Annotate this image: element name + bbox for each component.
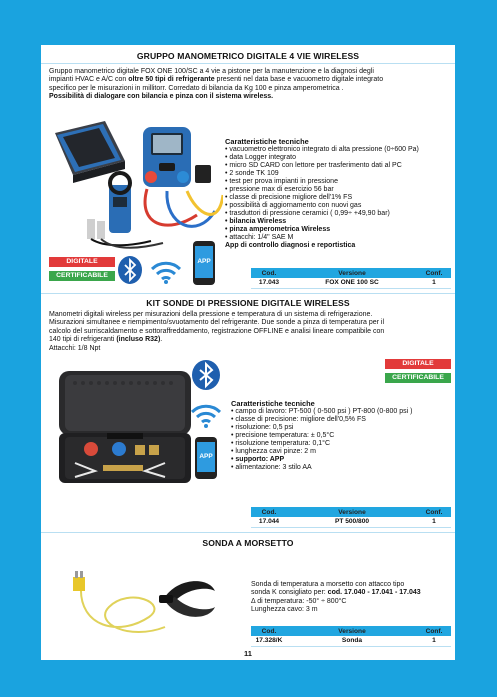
manifold-kit-image xyxy=(47,115,223,255)
feature-item: • precisione temperatura: ± 0,5°C xyxy=(231,432,453,440)
clamp-probe-description: Sonda di temperatura a morsetto con attacco tipo sonda K consigliato per: cod. 17.040 - 17.041 - 17.043 Δ di temperatura: -50° ÷ 800°C Lunghezza cavo: 3 m xyxy=(251,581,421,614)
digitale-badge: DIGITALE xyxy=(49,257,115,267)
feature-item: • bilancia Wireless xyxy=(225,218,451,226)
table-row: 17.328/K Sonda 1 xyxy=(251,636,451,646)
feature-item: • supporto: APP xyxy=(231,456,453,464)
bluetooth-icon xyxy=(191,359,221,391)
pressure-kit-case-image xyxy=(55,367,195,487)
feature-item: • classe di precisione: migliore dell'0,5% FS xyxy=(231,416,453,424)
table-row: 17.043 FOX ONE 100 SC 1 xyxy=(251,278,451,288)
feature-item: • data Logger integrato xyxy=(225,154,451,162)
smartphone-app-icon: APP xyxy=(195,437,217,479)
feature-item: • 2 sonde TK 109 xyxy=(225,170,451,178)
section-title: KIT SONDE DI PRESSIONE DIGITALE WIRELESS xyxy=(146,298,350,308)
clamp-probe-image xyxy=(69,557,219,643)
feature-item: • possibilità di aggiornamento con nuovi gas xyxy=(225,202,451,210)
divider xyxy=(41,532,455,533)
feature-item: • risoluzione temperatura: 0,1°C xyxy=(231,440,453,448)
pressure-kit-features: Caratteristiche tecniche • campo di lavoro: PT-500 ( 0-500 psi ) PT-800 (0-800 psi ) • classe di precisione: migliore dell'0,5% FS • risoluzione: 0,5 psi • precisione temperatura: ± 0,5°C • risoluzione temperatura: 0,1°C • lunghezza cavi pinze: 2 m • supporto: APP • alimentazione: 3 stilo AA xyxy=(231,399,453,472)
section-title: SONDA A MORSETTO xyxy=(202,538,294,548)
product-table-17043: Cod. Versione Conf. 17.043 FOX ONE 100 SC 1 xyxy=(251,268,451,289)
smartphone-app-icon: APP xyxy=(193,241,215,285)
product-table-17044: Cod. Versione Conf. 17.044 PT 500/800 1 xyxy=(251,507,451,528)
page-number: 11 xyxy=(244,649,252,658)
section-clamp-probe xyxy=(41,538,455,548)
feature-item: • classe di precisione migliore dell'1% FS xyxy=(225,194,451,202)
feature-item: • risoluzione: 0,5 psi xyxy=(231,424,453,432)
wifi-icon xyxy=(149,259,183,285)
feature-item: • campo di lavoro: PT-500 ( 0-500 psi ) PT-800 (0-800 psi ) xyxy=(231,408,453,416)
wifi-icon xyxy=(189,401,223,429)
certificabile-badge: CERTIFICABILE xyxy=(49,271,115,281)
divider xyxy=(41,293,455,294)
manifold-description: Gruppo manometrico digitale FOX ONE 100/SC a 4 vie a pistone per la manutenzione e la diagnosi degli impianti HVAC e A/C con oltre 50 tipi di refrigerante presenti nel data base e vacuometro digitale integrato specifico per le misurazioni in millitorr. Corredato di bilancia da Kg 100 e pinza amperometrica . Possibilità di dialogare con bilancia e pinza con il sistema wireless. xyxy=(49,68,384,101)
pressure-kit-description: Manometri digitali wireless per misurazioni della pressione e temperatura di un sistema di refrigerazione. Misurazioni simultanee e riempimento/svuotamento del refrigerante. Due sonde a pinza di temperatura per il calcolo del surriscaldamento e sottoraffreddamento, registrazione OFFLINE e analisi lineare compatibile con 140 tipi di refrigeranti (incluso R32). Attacchi: 1/8 Npt xyxy=(49,311,385,352)
section-pressure-kit xyxy=(41,298,455,308)
feature-item: • micro SD CARD con lettore per trasferimento dati al PC xyxy=(225,162,451,170)
feature-item: • trasduttori di pressione ceramici ( 0,99÷ +49,90 bar) xyxy=(225,210,451,218)
catalog-page xyxy=(41,45,455,660)
table-row: 17.044 PT 500/800 1 xyxy=(251,517,451,527)
feature-item: • alimentazione: 3 stilo AA xyxy=(231,464,453,472)
product-table-17328k: Cod. Versione Conf. 17.328/K Sonda 1 xyxy=(251,626,451,647)
feature-item: • pinza amperometrica Wireless xyxy=(225,226,451,234)
feature-item: • lunghezza cavi pinze: 2 m xyxy=(231,448,453,456)
feature-item: • pressione max di esercizio 56 bar xyxy=(225,186,451,194)
section-title: GRUPPO MANOMETRICO DIGITALE 4 VIE WIRELESS xyxy=(136,51,360,61)
certificabile-badge: CERTIFICABILE xyxy=(385,373,451,383)
digitale-badge: DIGITALE xyxy=(385,359,451,369)
feature-list xyxy=(231,408,453,472)
bluetooth-icon xyxy=(117,255,143,285)
feature-item: • test per prova impianti in pressione xyxy=(225,178,451,186)
feature-item: • vacuometro elettronico integrato di alta pressione (0÷600 Pa) xyxy=(225,146,451,154)
divider xyxy=(41,63,455,64)
feature-item: • attacchi: 1/4" SAE M xyxy=(225,234,451,242)
feature-list xyxy=(225,146,451,242)
manifold-features: Caratteristiche tecniche • vacuometro elettronico integrato di alta pressione (0÷600 Pa) • data Logger integrato • micro SD CARD con lettore per trasferimento dati al PC • 2 sonde TK 109 • test per prova impianti in pressione • pressione max di esercizio 56 bar • classe di precisione migliore dell'1% FS • possibilità di aggiornamento con nuovi gas • trasduttori di pressione ceramici ( 0,99÷ +49,90 bar) • bilancia Wireless • pinza amperometrica Wireless • attacchi: 1/4" SAE M App di controllo diagnosi e reportistica xyxy=(225,137,451,249)
section-manifold xyxy=(41,51,455,61)
